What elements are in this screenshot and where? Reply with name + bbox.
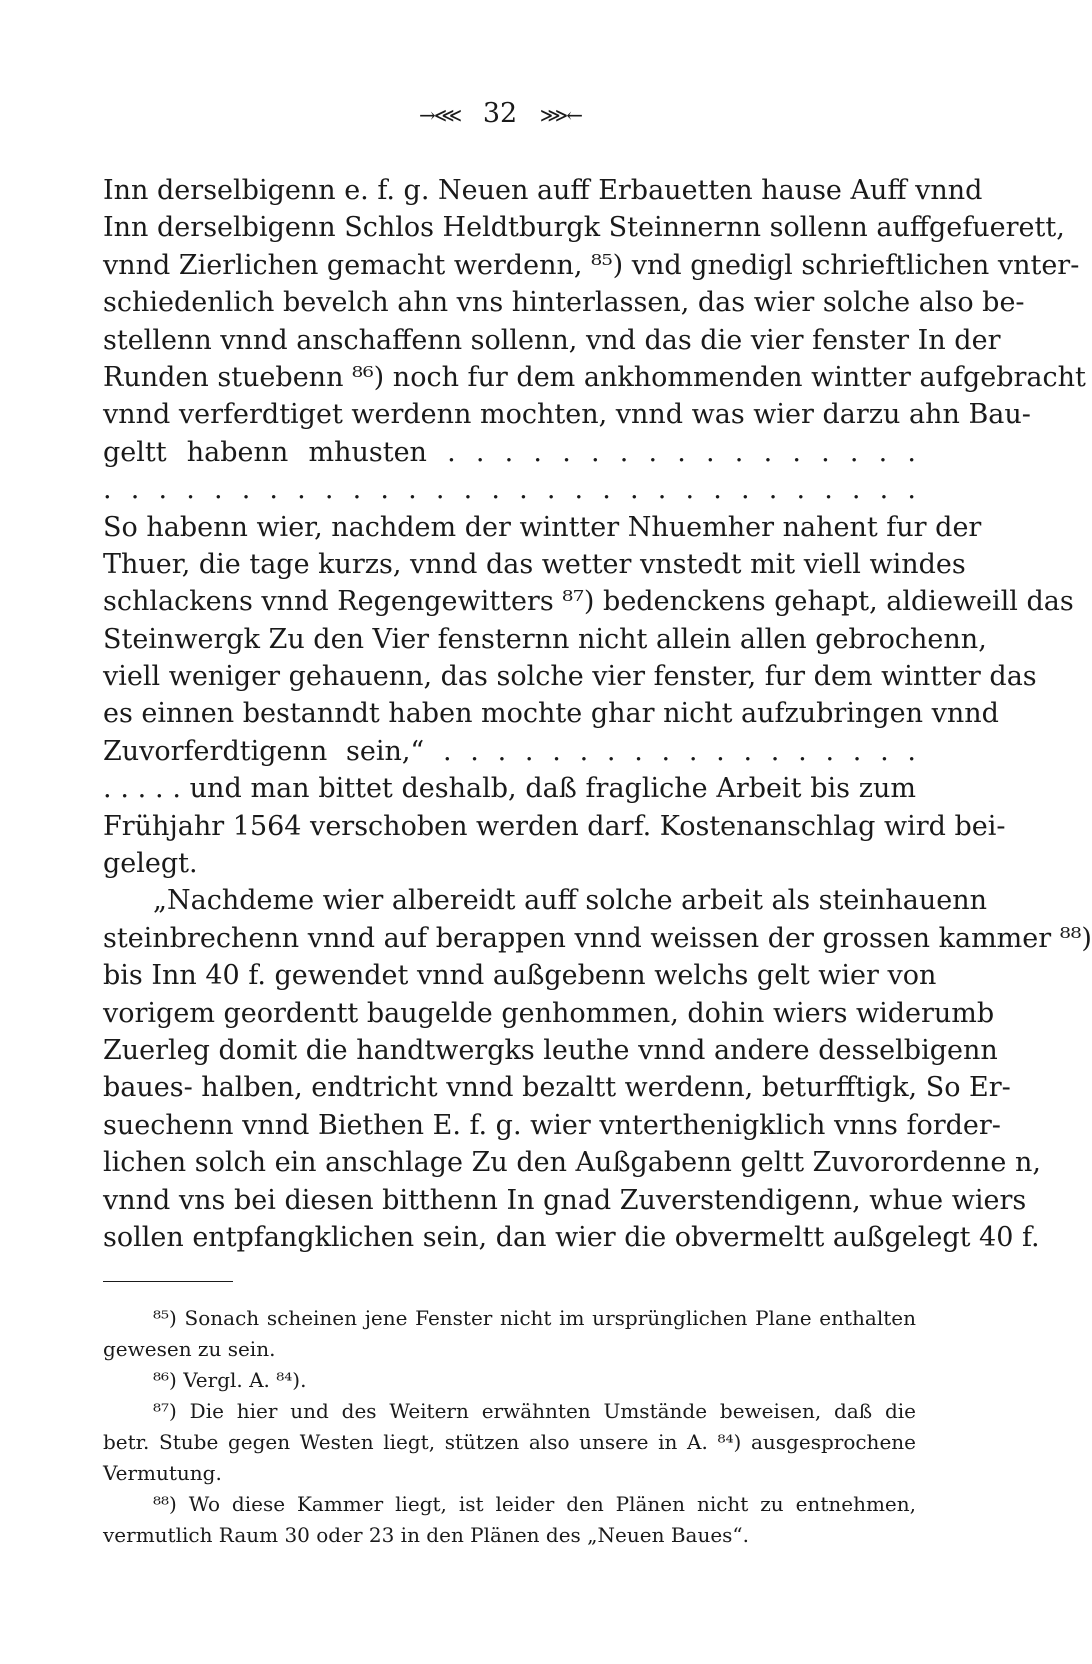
ornament-right: ⋙← — [539, 103, 581, 127]
text-line: schlackens vnnd Regengewitters ⁸⁷) bedenckens gehapt, aldieweill das — [103, 586, 1074, 618]
text-line: Steinwergk Zu den Vier fensternn nicht allein allen gebrochenn, — [103, 623, 987, 655]
text-line: sollen entpfangklichen sein, dan wier die obvermeltt außgelegt 40 f. — [103, 1221, 1040, 1253]
text-line: Runden stuebenn ⁸⁶) noch fur dem ankhommenden wintter aufgebracht — [103, 361, 1086, 393]
text-line: Zuerleg domit die handtwergks leuthe vnnd andere desselbigenn — [103, 1034, 998, 1066]
text-line: baues- halben, endtricht vnnd bezaltt werdenn, beturfftigk, So Er- — [103, 1072, 1011, 1104]
text-line: lichen solch ein anschlage Zu den Außgabenn geltt Zuvorordenne n, — [103, 1147, 1041, 1179]
text-line: vnnd vns bei diesen bitthenn In gnad Zuverstendigenn, whue wiers — [103, 1184, 1027, 1216]
text-line: „Nachdeme wier albereidt auff solche arbeit als steinhauenn — [153, 885, 988, 917]
footnote-line: gewesen zu sein. — [103, 1337, 276, 1361]
footnote-line: ⁸⁶) Vergl. A. ⁸⁴). — [153, 1368, 307, 1392]
text-line: stellenn vnnd anschaffenn sollenn, vnd das die vier fenster In der — [103, 324, 1001, 356]
text-line: steinbrechenn vnnd auf berappen vnnd weissen der grossen kammer ⁸⁸) — [103, 922, 1092, 954]
text-line: vorigem geordentt baugelde genhommen, dohin wiers widerumb — [103, 997, 995, 1029]
page-header — [0, 98, 1000, 129]
text-line: es einnen bestanndt haben mochte ghar nicht aufzubringen vnnd — [103, 698, 999, 730]
main-text — [103, 172, 1092, 1256]
ellipsis-line: . . . . . . . . . . . . . . . . . . . . . . . . . . . . . . — [103, 474, 916, 506]
footnote-line: ⁸⁷) Die hier und des Weitern erwähnten Umstände beweisen, daß die — [153, 1399, 916, 1423]
text-line: Inn derselbigenn Schlos Heldtburgk Steinnernn sollenn auffgefuerett, — [103, 212, 1065, 244]
footnote-line: ⁸⁸) Wo diese Kammer liegt, ist leider den Plänen nicht zu entnehmen, — [153, 1492, 916, 1516]
text-line: Thuer, die tage kurzs, vnnd das wetter vnstedt mit viell windes — [103, 548, 966, 580]
footnotes — [103, 1303, 916, 1551]
text-line: So habenn wier, nachdem der wintter Nhuemher nahent fur der — [103, 511, 982, 543]
text-line: Frühjahr 1564 verschoben werden darf. Kostenanschlag wird bei- — [103, 810, 1006, 842]
footnote-line: betr. Stube gegen Westen liegt, stützen also unsere in A. ⁸⁴) ausgesprochene — [103, 1430, 916, 1454]
footnote-line: vermutlich Raum 30 oder 23 in den Plänen des „Neuen Baues“. — [103, 1523, 750, 1547]
text-line: gelegt. — [103, 848, 198, 880]
text-line: vnnd Zierlichen gemacht werdenn, ⁸⁵) vnd gnedigl schrieftlichen vnter- — [103, 249, 1080, 281]
ornament-left: →⋘ — [419, 103, 461, 127]
text-line: Zuvorferdtigenn sein,“ . . . . . . . . . . . . . . . . . . — [103, 735, 916, 767]
text-line: geltt habenn mhusten . . . . . . . . . . . . . . . . . — [103, 436, 916, 468]
text-line: viell weniger gehauenn, das solche vier fenster, fur dem wintter das — [103, 661, 1037, 693]
text-line: schiedenlich bevelch ahn vns hinterlassen, das wier solche also be- — [103, 287, 1025, 319]
text-line: vnnd verferdtiget werdenn mochten, vnnd was wier darzu ahn Bau- — [103, 399, 1031, 431]
footnote-divider — [103, 1281, 233, 1282]
page-number: 32 — [482, 98, 518, 129]
footnote-line: ⁸⁵) Sonach scheinen jene Fenster nicht im ursprünglichen Plane enthalten — [153, 1306, 916, 1330]
footnote-line: Vermutung. — [103, 1461, 222, 1485]
text-line: Inn derselbigenn e. f. g. Neuen auff Erbauetten hause Auff vnnd — [103, 175, 983, 206]
text-line: bis Inn 40 f. gewendet vnnd außgebenn welchs gelt wier von — [103, 960, 937, 992]
text-line: suechenn vnnd Biethen E. f. g. wier vnterthenigklich vnns forder- — [103, 1109, 1001, 1141]
text-line: . . . . . und man bittet deshalb, daß fragliche Arbeit bis zum — [103, 773, 916, 805]
